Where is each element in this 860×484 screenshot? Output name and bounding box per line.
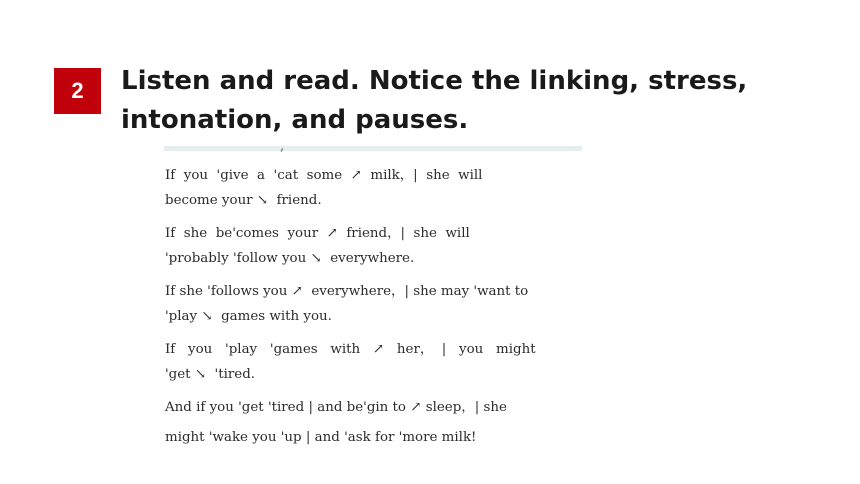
passage-line-5: If she 'follows you ↗ everywhere，| she may 'want to [165,284,529,299]
passage-line-1: If you 'give a 'cat some ↗ milk，| she will [165,168,483,183]
reading-passage [160,139,580,456]
section-number-badge: 2 [54,68,101,114]
passage-line-2: become your ↘ friend. [165,193,322,208]
passage-line-3: If she be'comes your ↗ friend，| she will [165,226,470,241]
passage-cropped-fragment: , [280,139,285,154]
passage-line-9: And if you 'get 'tired | and be'gin to ↗ sleep，| she [165,400,507,415]
passage-line-8: 'get ↘ 'tired. [165,367,256,382]
passage-line-6: 'play ↘ games with you. [165,309,332,324]
passage-line-10: might 'wake you 'up | and 'ask for 'more milk! [165,430,477,445]
passage-top-border [164,146,582,151]
passage-line-7: If you 'play 'games with ↗ her， | you might [165,342,536,357]
passage-line-4: 'probably 'follow you ↘ everywhere. [165,251,415,266]
instruction-heading: Listen and read. Notice the linking, stress, intonation, and pauses. [121,66,748,135]
